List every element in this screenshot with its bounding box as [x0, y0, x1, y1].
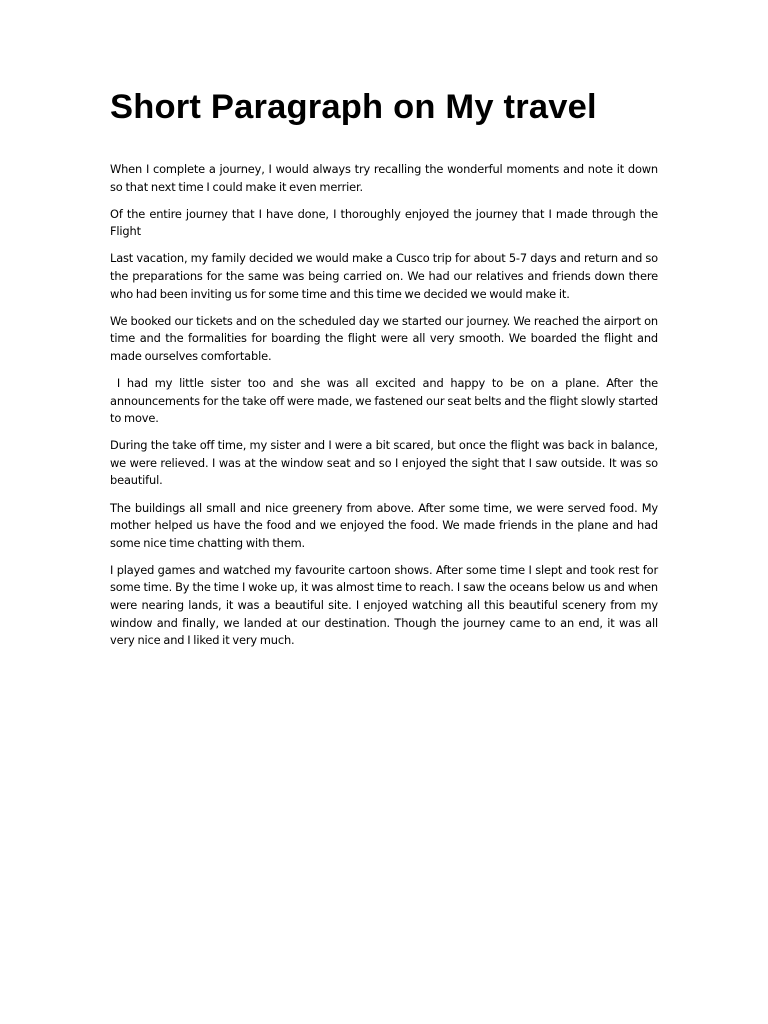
document-body [110, 161, 661, 659]
paragraph: During the take off time, my sister and I were a bit scared, but once the flight was back in balance, we were relieved. I was at the window seat and so I enjoyed the sight that I saw outside. It was so beautiful. [110, 438, 658, 488]
paragraph: The buildings all small and nice greenery from above. After some time, we were served food. My mother helped us have the food and we enjoyed the food. We made friends in the plane and had some nice time chatting with them. [110, 500, 658, 550]
paragraph: We booked our tickets and on the scheduled day we started our journey. We reached the airport on time and the formalities for boarding the flight were all very smooth. We boarded the flight and made ourselves comfortable. [110, 313, 658, 363]
paragraph: I had my little sister too and she was all excited and happy to be on a plane. After the announcements for the take off were made, we fastened our seat belts and the flight slowly started to move. [110, 375, 661, 426]
paragraph: Of the entire journey that I have done, I thoroughly enjoyed the journey that I made through the Flight [110, 206, 658, 239]
paragraph: I played games and watched my favourite cartoon shows. After some time I slept and took rest for some time. By the time I woke up, it was almost time to reach. I saw the oceans below us and when were nearing lands, it was a beautiful site. I enjoyed watching all this beautiful scenery from my window and finally, we landed at our destination. Though the journey came to an end, it was all very nice and I liked it very much. [110, 562, 658, 648]
document-title: Short Paragraph on My travel [110, 88, 597, 126]
paragraph: Last vacation, my family decided we would make a Cusco trip for about 5-7 days and return and so the preparations for the same was being carried on. We had our relatives and friends down there who had been inviting us for some time and this time we decided we would make it. [110, 251, 658, 301]
paragraph: When I complete a journey, I would always try recalling the wonderful moments and note it down so that next time I could make it even merrier. [110, 162, 658, 194]
